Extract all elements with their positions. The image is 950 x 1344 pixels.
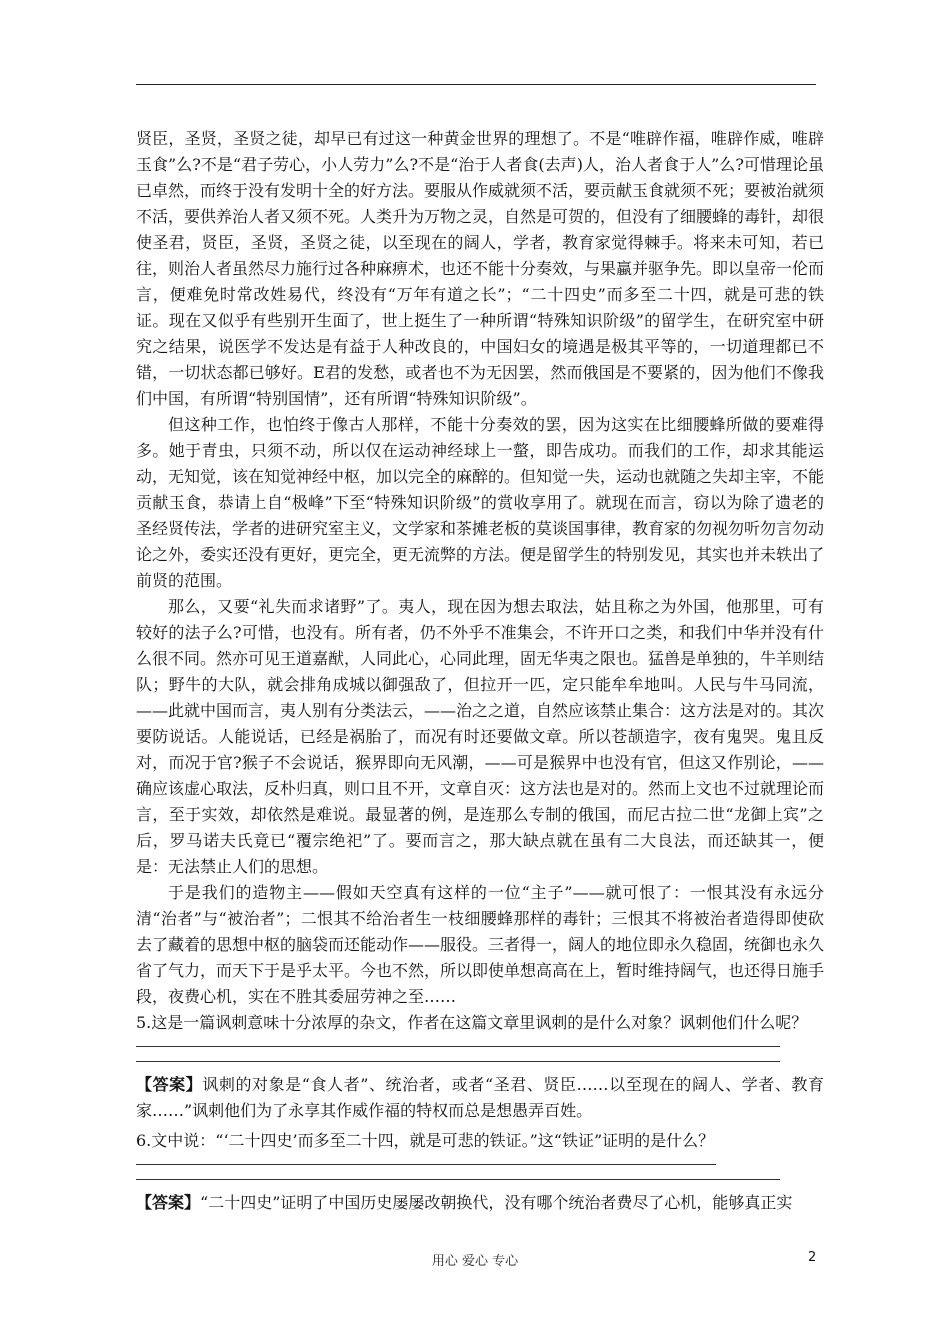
page-number: 2 (808, 1250, 817, 1265)
answer-tag: 【答案】 (136, 1075, 203, 1094)
answer-blank-line-1 (136, 1046, 780, 1047)
paragraph-3: 那么，又要“礼失而求诸野”了。夷人，现在因为想去取法，姑且称之为外国，他那里，可有较好的法子么?可惜，也没有。所有者，仍不外乎不准集会，不许开口之类，和我们中华并没有什么很不同。然亦可见王道嘉猷，人同此心，心同此理，固无华夷之限也。猛兽是单独的，牛羊则结队；野牛的大队，就会排角成城以御强敌了，但拉开一匹，定只能牟牟地叫。人民与牛马同流，——此就中国而言，夷人别有分类法云，——治之之道，自然应该禁止集合：这方法是对的。其次要防说话。人能说话，已经是祸胎了，而况有时还要做文章。所以苍颉造字，夜有鬼哭。鬼且反对，而况于官?猴子不会说话，猴界即向无风潮，——可是猴界中也没有官，但这又作别论，——确应该虚心取法，反朴归真，则口且不开，文章自灭：这方法也是对的。然而上文也不过就理论而言，至于实效，却依然是难说。最显著的例，是连那么专制的俄国，而尼古拉二世“龙御上宾”之后，罗马诺夫氏竟已“覆宗绝祀”了。要而言之，那大缺点就在虽有二大良法，而还缺其一，便是：无法禁止人们的思想。 (136, 597, 825, 876)
paragraph-2: 但这种工作，也怕终于像古人那样，不能十分奏效的罢，因为这实在比细腰蜂所做的要难得多。她于青虫，只须不动，所以仅在运动神经球上一螫，即告成功。而我们的工作，却求其能运动，无知觉，该在知觉神经中枢，加以完全的麻醉的。但知觉一失，运动也就随之失却主宰，不能贡献玉食，恭请上自“极峰”下至“特殊知识阶级”的赏收享用了。就现在而言，窃以为除了遗老的圣经贤传法，学者的进研究室主义，文学家和茶摊老板的莫谈国事律，教育家的勿视勿听勿言勿动论之外，委实还没有更好，更完全，更无流弊的方法。便是留学生的特别发见，其实也并未轶出了前贤的范围。 (136, 415, 825, 590)
answer-6-text: “二十四史”证明了中国历史屡屡改朝换代，没有哪个统治者费尽了心机，能够真正实 (200, 1193, 793, 1212)
answer-5-text: 讽刺的对象是“食人者”、统治者，或者“圣君、贤臣……以至现在的阔人、学者、教育家……”讽刺他们为了永享其作威作福的特权而总是想愚弄百姓。 (136, 1075, 824, 1120)
answer-blank-line-3 (136, 1164, 716, 1165)
answer-6 (136, 1190, 824, 1216)
answer-tag: 【答案】 (136, 1193, 201, 1212)
footer-motto: 用心 爱心 专心 (431, 1254, 519, 1269)
header-rule (136, 84, 816, 85)
question-5: 5.这是一篇讽刺意味十分浓厚的杂文，作者在这篇文章里讽刺的是什么对象？讽刺他们什么呢？ (136, 1013, 808, 1032)
paragraph-4: 于是我们的造物主——假如天空真有这样的一位“主子”——就可恨了：一恨其没有永远分清“治者”与“被治者”；二恨其不给治者生一枝细腰蜂那样的毒针；三恨其不将被治者造得即使砍去了藏着的思想中枢的脑袋而还能动作——服役。三者得一，阔人的地位即永久稳固，统御也永久省了气力，而天下于是乎太平。今也不然，所以即使单想高高在上，暂时维持阔气，也还得日施手段，夜费心机，实在不胜其委屈劳神之至…… (136, 883, 825, 1006)
answer-5 (136, 1072, 824, 1124)
paragraph-1: 贤臣，圣贤，圣贤之徒，却早已有过这一种黄金世界的理想了。不是“唯辟作福，唯辟作威，唯辟玉食”么?不是“君子劳心，小人劳力”么?不是“治于人者食(去声)人，治人者食于人”么?可惜理论虽已卓然，而终于没有发明十全的好方法。要服从作威就须不活，要贡献玉食就须不死；要被治就须不活，要供养治人者又须不死。人类升为万物之灵，自然是可贺的，但没有了细腰蜂的毒针，却很使圣君，贤臣，圣贤，圣贤之徒，以至现在的阔人，学者，教育家觉得棘手。将来未可知，若已往，则治人者虽然尽力施行过各种麻痹术，也还不能十分奏效，与果蠃并驱争先。即以皇帝一伦而言，便难免时常改姓易代，终没有“万年有道之长”；“二十四史”而多至二十四，就是可悲的铁证。现在又似乎有些别开生面了，世上挺生了一种所谓“特殊知识阶级”的留学生，在研究室中研究之结果，说医学不发达是有益于人种改良的，中国妇女的境遇是极其平等的，一切道理都已不错，一切状态都已够好。E君的发愁，或者也不为无因罢，然而俄国是不要紧的，因为他们不像我们中国，有所谓“特别国情”，还有所谓“特殊知识阶级”。 (136, 129, 825, 408)
document-body (136, 126, 824, 1216)
answer-blank-line-2 (136, 1061, 780, 1062)
answer-blank-line-4 (136, 1179, 780, 1180)
question-6: 6.文中说：“‘二十四史’而多至二十四，就是可悲的铁证。”这“铁证”证明的是什么？ (136, 1131, 715, 1150)
